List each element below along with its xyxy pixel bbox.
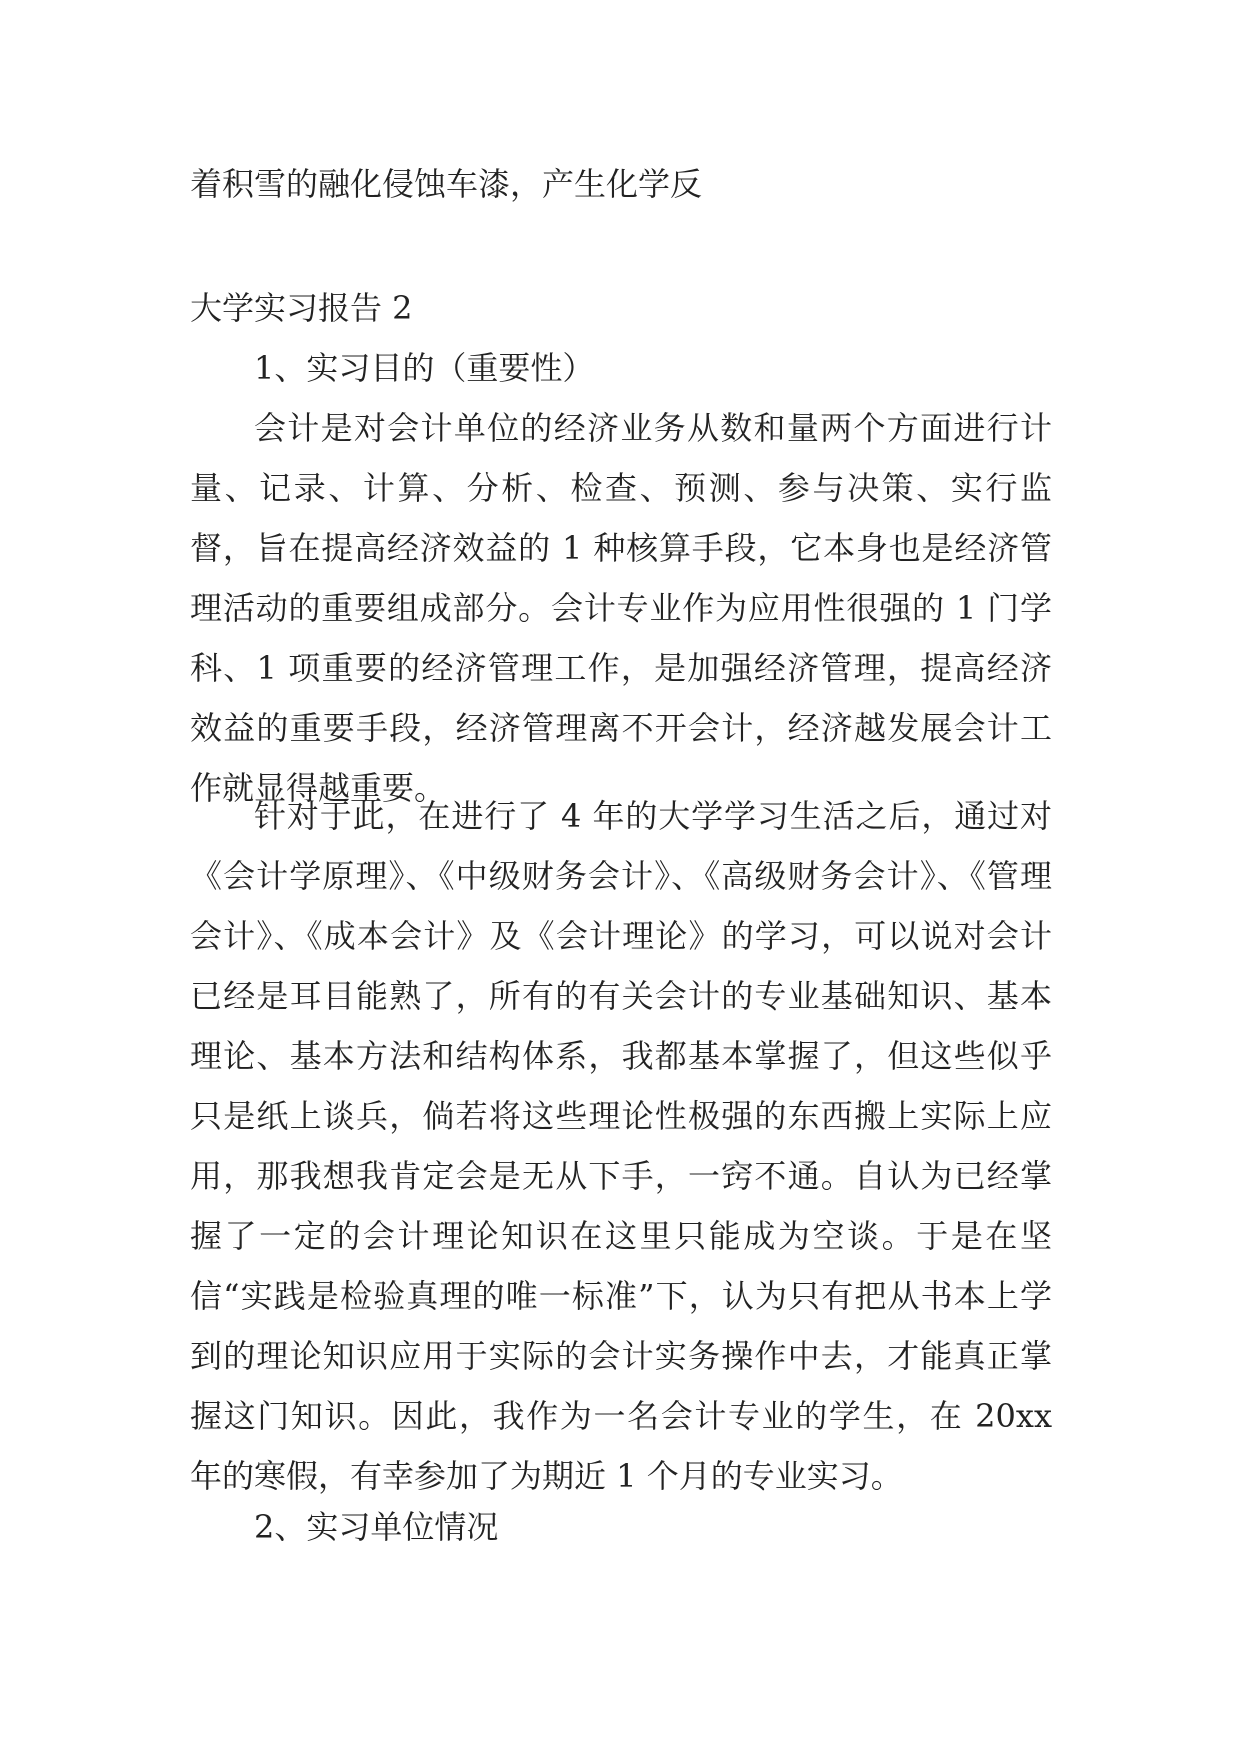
heading-internship-purpose: 1、实习目的（重要性）	[254, 349, 595, 387]
paragraph-study-background: 针对于此，在进行了 4 年的大学学习生活之后，通过对《会计学原理》、《中级财务会计》、《高级财务会计》、《管理会计》、《成本会计》及《会计理论》的学习，可以说对会计已经是耳目能熟了，所有的有关会计的专业基础知识、基本理论、基本方法和结构体系，我都基本掌握了，但这些似乎只是纸上谈兵，倘若将这些理论性极强的东西搬上实际上应用，那我想我肯定会是无从下手，一窍不通。自认为已经掌握了一定的会计理论知识在这里只能成为空谈。于是在坚信“实践是检验真理的唯一标准”下，认为只有把从书本上学到的理论知识应用于实际的会计实务操作中去，才能真正掌握这门知识。因此，我作为一名会计专业的学生，在 20xx 年的寒假，有幸参加了为期近 1 个月的专业实习。	[190, 797, 1052, 1495]
text-fragment: 着积雪的融化侵蚀车漆，产生化学反	[190, 165, 703, 203]
heading-internship-unit: 2、实习单位情况	[254, 1508, 499, 1546]
section-title: 大学实习报告 2	[190, 289, 413, 327]
paragraph-accounting-definition: 会计是对会计单位的经济业务从数和量两个方面进行计量、记录、计算、分析、检查、预测、参与决策、实行监督，旨在提高经济效益的 1 种核算手段，它本身也是经济管理活动的重要组成部分。会计专业作为应用性很强的 1 门学科、1 项重要的经济管理工作，是加强经济管理，提高经济效益的重要手段，经济管理离不开会计，经济越发展会计工作就显得越重要。	[190, 409, 1052, 807]
